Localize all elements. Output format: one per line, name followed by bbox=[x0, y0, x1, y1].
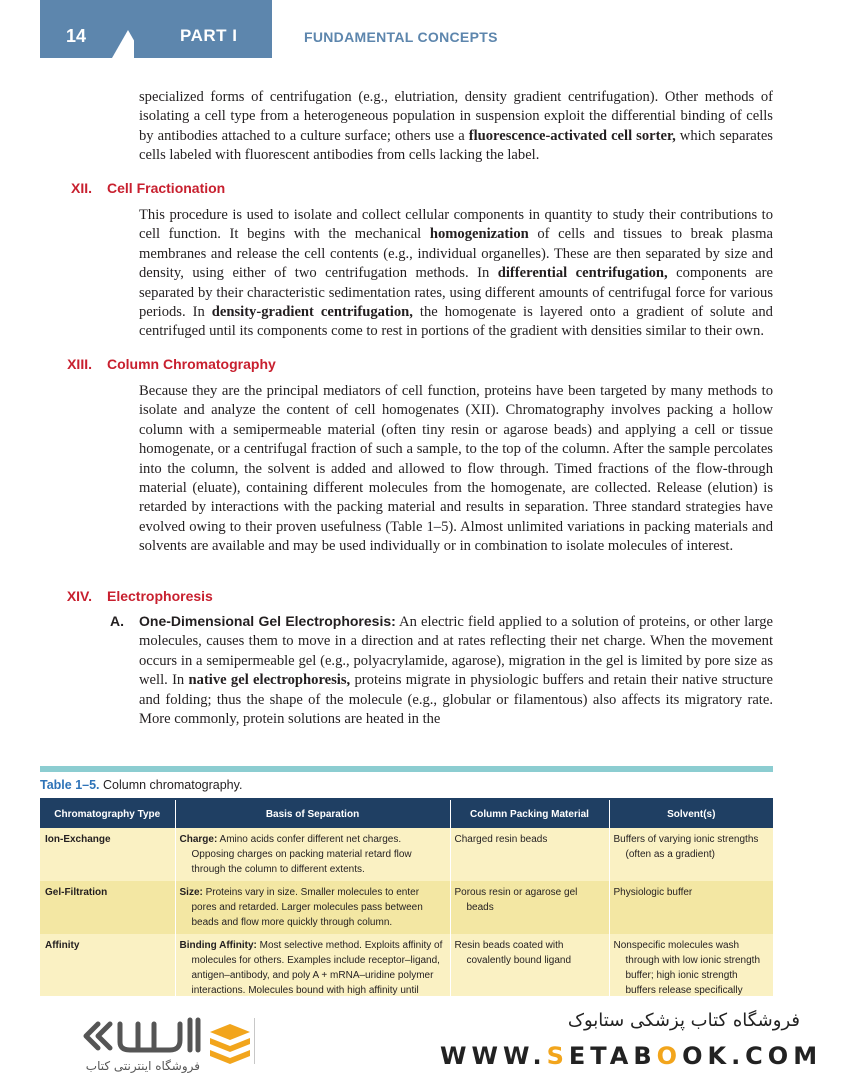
subsection-letter: A. bbox=[110, 613, 124, 629]
packing-cell: Porous resin or agarose gel beads bbox=[450, 881, 609, 934]
table-top-bar bbox=[40, 766, 773, 772]
chapter-title: FUNDAMENTAL CONCEPTS bbox=[304, 29, 498, 45]
page-number: 14 bbox=[66, 26, 87, 46]
column-chromatography-paragraph: Because they are the principal mediators of cell function, proteins have been targeted by many methods to isolate and analyze the content of cell homogenates (XII). Chromatography involves packing a hollow column with a semipermeable material (often tiny resin or agarose beads) and applying a cell or tissue homogenate, or a centrifugal fraction of such a sample, to the top of the column. After the sample percolates into the column, the solvent is added and allowed to flow through. Timed fractions of the flow-through material (eluate), containing different molecules from the homogenate, are collected. Release (elution) is retarded by interactions with the packing material and results in separation. Three standard strategies have evolved owing to their proven usefulness (Table 1–5). Almost unlimited variations in packing materials and solvents are available and may be used individually or in combination to isolate molecules of interest. bbox=[139, 383, 773, 555]
section-number: XII. bbox=[70, 180, 92, 196]
basis-text: Amino acids confer different net charges. Opposing charges on packing material retard flow through the column to different extents. bbox=[191, 834, 412, 875]
basis-text: Most selective method. Exploits affinity of molecules for others. Examples include receptor–ligand, antigen–antibody, and poly A + mRNA–uridine polymer interactions. Molecules bound with high affinity until bbox=[191, 940, 443, 996]
section-number: XIV. bbox=[66, 588, 92, 604]
subsection-title: One-Dimensional Gel Electrophoresis: bbox=[139, 613, 396, 629]
part-label-tab bbox=[134, 0, 272, 58]
column-header: Solvent(s) bbox=[609, 799, 773, 828]
basis-text: Proteins vary in size. Smaller molecules to enter pores and retarded. Larger molecules pass between beads and flow more quickly through column. bbox=[191, 887, 423, 928]
sec14-text-2: proteins migrate in physiologic buffers and retain their native structure and folding; thus the shape of the molecule (e.g., globular or filamentous) also affects its migratory rate. More commonly, protein solutions are heated in the bbox=[139, 672, 774, 728]
table-label: Table 1–5. bbox=[40, 778, 100, 792]
store-name: فروشگاه کتاب پزشکی ستابوک bbox=[567, 1010, 800, 1031]
part-label: PART I bbox=[180, 26, 238, 45]
intro-text-1: specialized forms of centrifugation (e.g., elutriation, density gradient centrifugation). Other methods of isolating a cell type from a heterogeneous population in suspension exploit the differential binding of cells by antibodies attached to a culture surface; others use a bbox=[139, 89, 773, 144]
solvent-cell: Nonspecific molecules wash through with low ionic strength buffer; high ionic strength buffers release specifically bbox=[609, 934, 773, 1017]
solvent-cell: Physiologic buffer bbox=[609, 881, 773, 934]
sec12-bold-1: homogenization bbox=[429, 226, 529, 243]
basis-cell bbox=[175, 828, 450, 881]
store-url: WWW.SETABOOK.COM bbox=[440, 1042, 823, 1070]
table-header-row bbox=[40, 799, 773, 828]
intro-paragraph bbox=[139, 88, 773, 166]
section-title: Cell Fractionation bbox=[107, 180, 226, 196]
packing-cell: Charged resin beads bbox=[450, 828, 609, 881]
column-header: Basis of Separation bbox=[175, 799, 450, 828]
basis-cell bbox=[175, 881, 450, 934]
sec14-bold-1: native gel electrophoresis, bbox=[188, 672, 351, 689]
type-cell: Gel-Filtration bbox=[40, 881, 175, 934]
book-stack-icon bbox=[210, 1024, 250, 1064]
sec12-bold-3: density-gradient centrifugation, bbox=[211, 304, 413, 321]
solvent-cell: Buffers of varying ionic strengths (often as a gradient) bbox=[609, 828, 773, 881]
section-title: Column Chromatography bbox=[107, 356, 276, 372]
packing-cell: Resin beads coated with covalently bound ligand bbox=[450, 934, 609, 1017]
sec12-text-3: components are separated by their characteristic sedimentation rates, using different amounts of centrifugal force for various periods. In bbox=[139, 265, 773, 321]
setabook-logo bbox=[50, 1010, 250, 1076]
table-row bbox=[40, 881, 773, 934]
column-header: Column Packing Material bbox=[450, 799, 609, 828]
sec12-bold-2: differential centrifugation, bbox=[497, 265, 668, 282]
section-number: XIII. bbox=[67, 356, 92, 372]
intro-bold-term: fluorescence-activated cell sorter, bbox=[468, 127, 676, 144]
section-title: Electrophoresis bbox=[107, 588, 213, 604]
cell-fractionation-paragraph bbox=[139, 206, 773, 342]
column-header: Chromatography Type bbox=[40, 799, 175, 828]
type-cell: Affinity bbox=[40, 934, 175, 1017]
chromatography-table bbox=[40, 798, 773, 1017]
basis-term: Binding Affinity: bbox=[179, 940, 257, 951]
electrophoresis-paragraph bbox=[139, 612, 773, 729]
table-row bbox=[40, 828, 773, 881]
basis-term: Size: bbox=[179, 887, 203, 898]
sec14-text-1: An electric field applied to a solution of proteins, or other large molecules, causes them to move in a direction and at rates reflecting their net charge. When the movement occurs in a semipermeable gel (e.g., polyacrylamide, agarose), migration in the gel is limited by pore size as well. In bbox=[139, 614, 774, 689]
sec12-text-4: the homogenate is layered onto a gradient of solute and centrifuged until its components come to rest in portions of the gradient with densities similar to their own. bbox=[139, 304, 773, 340]
table-caption bbox=[40, 778, 242, 792]
table-caption-text: Column chromatography. bbox=[99, 778, 243, 792]
sec12-text-1: This procedure is used to isolate and collect cellular components in quantity to study their contributions to cell function. It begins with the mechanical bbox=[139, 207, 773, 243]
sec12-text-2: of cells and tissues to break plasma membranes and release the cell contents (e.g., individual organelles). These are then separated by size and density, using either of two centrifugation methods. In bbox=[139, 226, 774, 282]
basis-term: Charge: bbox=[179, 834, 218, 845]
intro-text-2: which separates cells labeled with fluorescent antibodies from cells lacking the label. bbox=[139, 127, 773, 164]
type-cell: Ion-Exchange bbox=[40, 828, 175, 881]
logo-subtitle: فروشگاه اینترنتی کتاب bbox=[85, 1059, 200, 1073]
logo-divider bbox=[254, 1018, 255, 1064]
